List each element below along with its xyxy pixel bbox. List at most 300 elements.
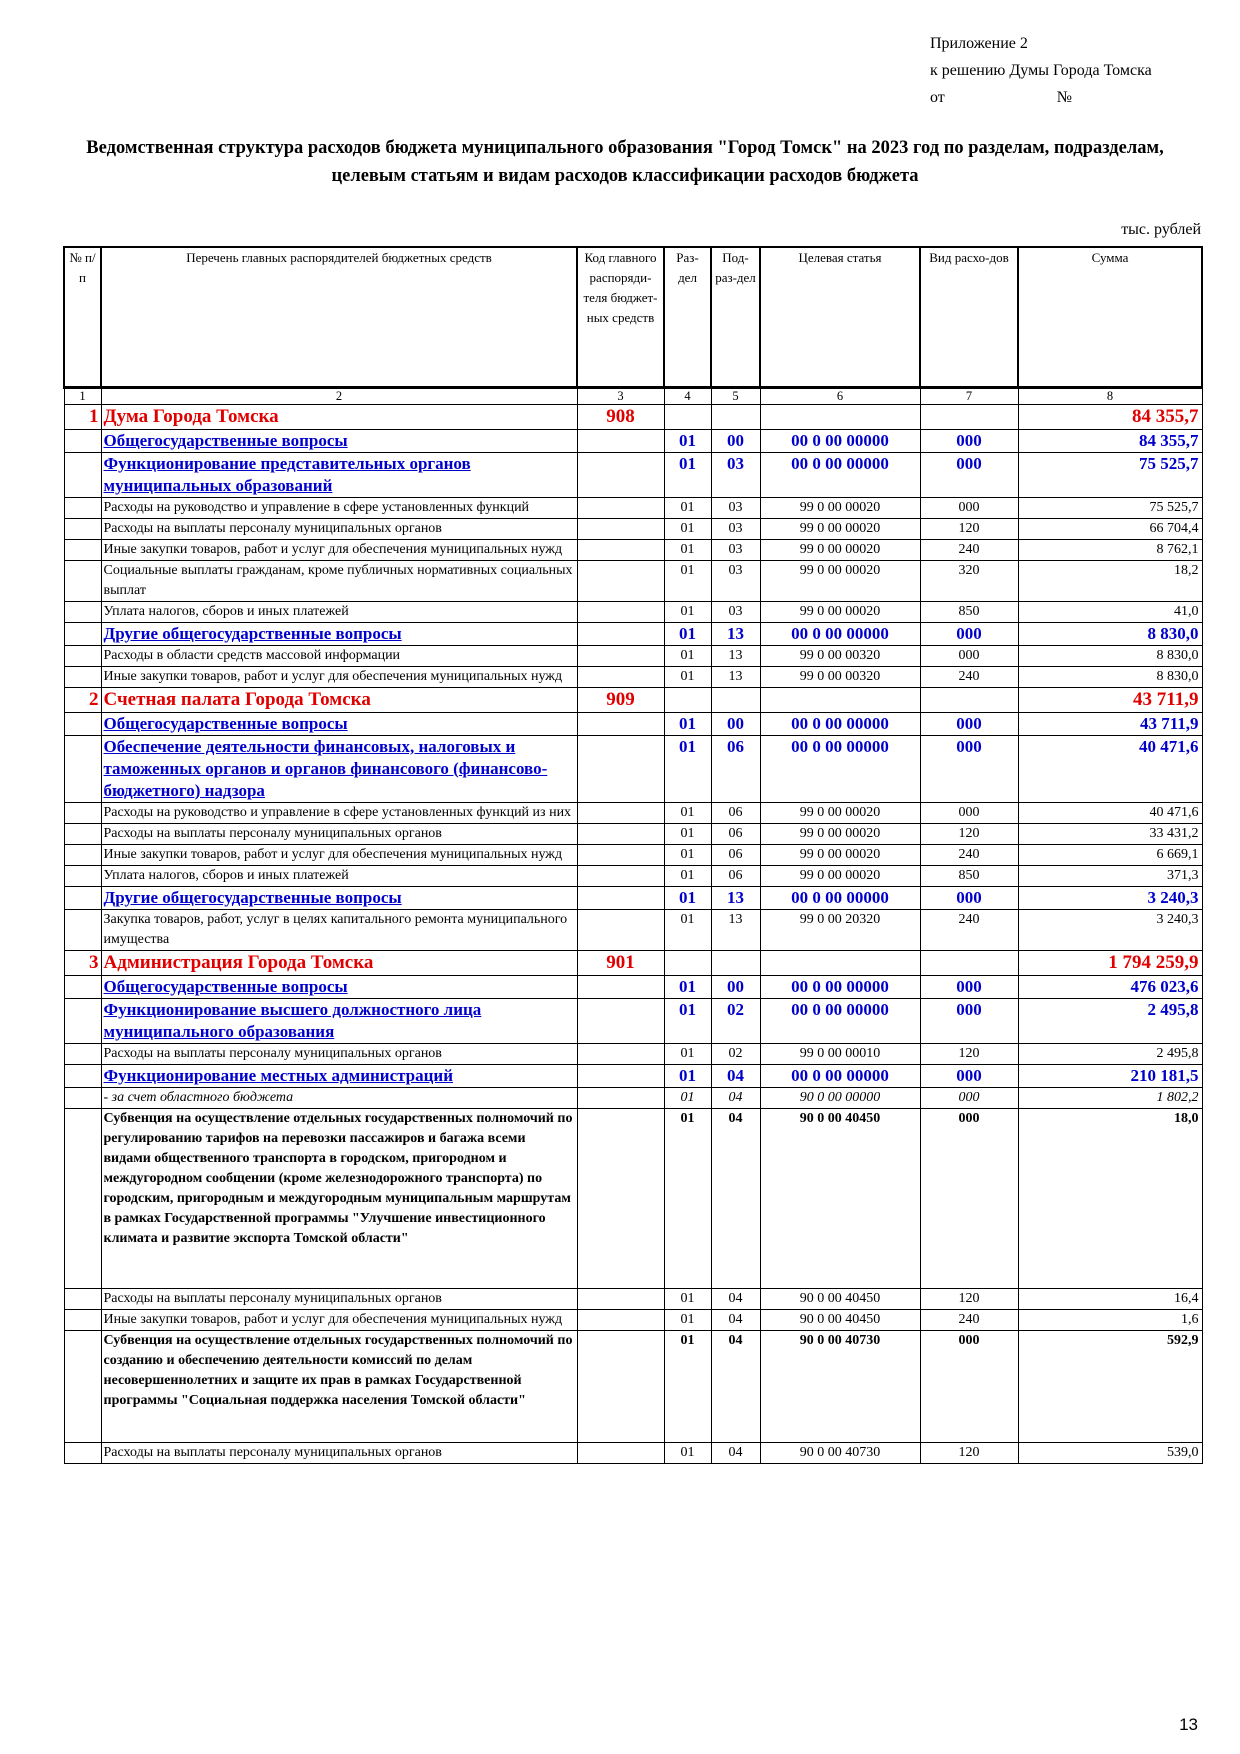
row-number-cell — [64, 497, 101, 518]
row-name-cell: Расходы на выплаты персоналу муниципальных органов — [101, 1288, 577, 1309]
row-section-cell: 01 — [664, 539, 711, 560]
row-section-cell: 01 — [664, 601, 711, 622]
section-row — [64, 429, 1202, 452]
page-number: 13 — [1179, 1715, 1198, 1734]
row-code-cell — [577, 497, 664, 518]
row-section-cell: 01 — [664, 909, 711, 950]
row-number-cell — [64, 601, 101, 622]
department-row — [64, 404, 1202, 429]
row-type-cell: 240 — [920, 539, 1018, 560]
row-sum-cell: 66 704,4 — [1018, 518, 1202, 539]
col-num-3: 3 — [577, 387, 664, 404]
row-subsection-cell: 04 — [711, 1309, 760, 1330]
row-target-cell: 99 0 00 00320 — [760, 666, 920, 687]
row-name-cell: Уплата налогов, сборов и иных платежей — [101, 865, 577, 886]
row-sum-cell: 539,0 — [1018, 1442, 1202, 1463]
row-sum-cell: 40 471,6 — [1018, 802, 1202, 823]
row-type-cell: 000 — [920, 735, 1018, 802]
section-row — [64, 1064, 1202, 1087]
row-number-cell — [64, 802, 101, 823]
row-section-cell: 01 — [664, 497, 711, 518]
row-sum-cell: 8 830,0 — [1018, 645, 1202, 666]
table-row — [64, 601, 1202, 622]
row-subsection-cell: 03 — [711, 518, 760, 539]
row-name-cell — [101, 622, 577, 645]
row-type-cell: 000 — [920, 1087, 1018, 1108]
row-code-cell — [577, 909, 664, 950]
row-number-cell — [64, 539, 101, 560]
document-title: Ведомственная структура расходов бюджета муниципального образования "Город Томск" на 2023 год по разделам, подразделам, целевым статьям и видам расходов классификации расходов бюджета — [86, 138, 1164, 186]
row-sum-cell: 84 355,7 — [1018, 404, 1202, 429]
table-row — [64, 1288, 1202, 1309]
row-number-cell — [64, 975, 101, 998]
row-name-cell: Расходы в области средств массовой информации — [101, 645, 577, 666]
appendix-line-1: Приложение 2 — [930, 35, 1028, 52]
row-section-cell — [664, 687, 711, 712]
row-code-cell: 901 — [577, 950, 664, 975]
row-section-cell: 01 — [664, 975, 711, 998]
row-name-cell: Расходы на выплаты персоналу муниципальных органов — [101, 518, 577, 539]
row-section-cell: 01 — [664, 622, 711, 645]
row-code-cell — [577, 452, 664, 497]
section-row — [64, 886, 1202, 909]
row-target-cell — [760, 950, 920, 975]
department-row — [64, 950, 1202, 975]
units-label: тыс. рублей — [1121, 221, 1201, 238]
row-name-cell: Уплата налогов, сборов и иных платежей — [101, 601, 577, 622]
row-number-cell — [64, 429, 101, 452]
row-name-cell — [101, 712, 577, 735]
row-sum-cell: 43 711,9 — [1018, 687, 1202, 712]
row-number-cell — [64, 909, 101, 950]
row-name-cell: Иные закупки товаров, работ и услуг для обеспечения муниципальных нужд — [101, 844, 577, 865]
row-section-cell: 01 — [664, 518, 711, 539]
row-subsection-cell: 13 — [711, 666, 760, 687]
col-num-2: 2 — [101, 387, 577, 404]
row-target-cell: 90 0 00 00000 — [760, 1087, 920, 1108]
row-code-cell — [577, 712, 664, 735]
table-row — [64, 823, 1202, 844]
row-name-cell — [101, 429, 577, 452]
header-target: Целевая статья — [760, 247, 920, 387]
row-subsection-cell: 04 — [711, 1330, 760, 1442]
row-subsection-cell: 03 — [711, 560, 760, 601]
row-subsection-cell — [711, 687, 760, 712]
row-number-cell — [64, 560, 101, 601]
row-section-cell: 01 — [664, 1442, 711, 1463]
col-num-4: 4 — [664, 387, 711, 404]
section-title: Общегосударственные вопросы — [103, 713, 348, 733]
row-sum-cell: 6 669,1 — [1018, 844, 1202, 865]
row-sum-cell: 8 762,1 — [1018, 539, 1202, 560]
row-section-cell: 01 — [664, 886, 711, 909]
row-type-cell: 000 — [920, 645, 1018, 666]
row-subsection-cell: 02 — [711, 998, 760, 1043]
row-subsection-cell — [711, 404, 760, 429]
row-code-cell — [577, 1108, 664, 1288]
header-sum: Сумма — [1018, 247, 1202, 387]
row-target-cell: 90 0 00 40450 — [760, 1108, 920, 1288]
table-row — [64, 497, 1202, 518]
row-sum-cell: 33 431,2 — [1018, 823, 1202, 844]
section-title: Функционирование представительных органов муниципальных образований — [103, 453, 471, 495]
row-number-cell — [64, 1442, 101, 1463]
row-name-cell: Расходы на выплаты персоналу муниципальных органов — [101, 1043, 577, 1064]
row-code-cell — [577, 560, 664, 601]
row-subsection-cell: 13 — [711, 886, 760, 909]
row-target-cell: 00 0 00 00000 — [760, 622, 920, 645]
row-code-cell — [577, 1043, 664, 1064]
row-sum-cell: 41,0 — [1018, 601, 1202, 622]
row-target-cell: 99 0 00 00020 — [760, 844, 920, 865]
row-section-cell: 01 — [664, 823, 711, 844]
table-row — [64, 560, 1202, 601]
appendix-number: № — [1056, 89, 1073, 106]
row-target-cell: 00 0 00 00000 — [760, 712, 920, 735]
row-code-cell — [577, 1288, 664, 1309]
row-type-cell: 000 — [920, 802, 1018, 823]
section-row — [64, 998, 1202, 1043]
row-number-cell — [64, 518, 101, 539]
row-subsection-cell: 06 — [711, 802, 760, 823]
row-subsection-cell: 03 — [711, 497, 760, 518]
header-subsection: Под-раз-дел — [711, 247, 760, 387]
budget-table — [63, 246, 1203, 1464]
row-number-cell — [64, 998, 101, 1043]
row-number-cell — [64, 823, 101, 844]
table-row — [64, 666, 1202, 687]
header-name: Перечень главных распорядителей бюджетных средств — [101, 247, 577, 387]
row-subsection-cell: 04 — [711, 1442, 760, 1463]
row-type-cell: 850 — [920, 601, 1018, 622]
row-sum-cell: 8 830,0 — [1018, 622, 1202, 645]
row-section-cell: 01 — [664, 560, 711, 601]
row-name-cell — [101, 998, 577, 1043]
row-code-cell — [577, 823, 664, 844]
row-section-cell: 01 — [664, 844, 711, 865]
row-name-cell — [101, 452, 577, 497]
row-type-cell: 000 — [920, 622, 1018, 645]
row-code-cell — [577, 1087, 664, 1108]
row-number-cell — [64, 886, 101, 909]
row-code-cell — [577, 622, 664, 645]
section-title: Другие общегосударственные вопросы — [103, 887, 402, 907]
row-number-cell: 3 — [64, 950, 101, 975]
row-sum-cell: 1 794 259,9 — [1018, 950, 1202, 975]
row-sum-cell: 75 525,7 — [1018, 452, 1202, 497]
row-sum-cell: 16,4 — [1018, 1288, 1202, 1309]
row-section-cell: 01 — [664, 645, 711, 666]
row-name-cell — [101, 886, 577, 909]
row-sum-cell: 1,6 — [1018, 1309, 1202, 1330]
row-subsection-cell: 06 — [711, 823, 760, 844]
table-row — [64, 1330, 1202, 1442]
row-section-cell: 01 — [664, 1043, 711, 1064]
row-code-cell — [577, 645, 664, 666]
row-number-cell — [64, 1043, 101, 1064]
row-code-cell — [577, 429, 664, 452]
row-name-cell: Счетная палата Города Томска — [101, 687, 577, 712]
row-type-cell — [920, 950, 1018, 975]
row-type-cell: 120 — [920, 1043, 1018, 1064]
row-type-cell: 120 — [920, 518, 1018, 539]
row-type-cell: 000 — [920, 886, 1018, 909]
row-subsection-cell: 03 — [711, 539, 760, 560]
row-name-cell: Иные закупки товаров, работ и услуг для обеспечения муниципальных нужд — [101, 539, 577, 560]
row-target-cell: 00 0 00 00000 — [760, 998, 920, 1043]
row-type-cell: 320 — [920, 560, 1018, 601]
row-code-cell: 909 — [577, 687, 664, 712]
appendix-line-2: к решению Думы Города Томска — [930, 62, 1152, 79]
row-number-cell — [64, 1087, 101, 1108]
row-target-cell: 99 0 00 00020 — [760, 497, 920, 518]
row-code-cell — [577, 518, 664, 539]
row-sum-cell: 3 240,3 — [1018, 909, 1202, 950]
row-subsection-cell: 06 — [711, 865, 760, 886]
header-code: Код главного распоряди-теля бюджет-ных средств — [577, 247, 664, 387]
row-sum-cell: 40 471,6 — [1018, 735, 1202, 802]
row-type-cell: 120 — [920, 1288, 1018, 1309]
row-number-cell — [64, 1330, 101, 1442]
table-row — [64, 1442, 1202, 1463]
row-sum-cell: 84 355,7 — [1018, 429, 1202, 452]
row-code-cell — [577, 601, 664, 622]
col-num-1: 1 — [64, 387, 101, 404]
row-type-cell: 240 — [920, 844, 1018, 865]
row-target-cell: 99 0 00 00020 — [760, 601, 920, 622]
row-number-cell — [64, 844, 101, 865]
row-code-cell — [577, 735, 664, 802]
row-sum-cell: 371,3 — [1018, 865, 1202, 886]
row-subsection-cell: 00 — [711, 712, 760, 735]
row-code-cell — [577, 975, 664, 998]
table-row — [64, 844, 1202, 865]
section-title: Функционирование местных администраций — [103, 1065, 454, 1085]
row-section-cell: 01 — [664, 1309, 711, 1330]
row-number-cell — [64, 666, 101, 687]
row-code-cell: 908 — [577, 404, 664, 429]
row-number-cell — [64, 1309, 101, 1330]
row-sum-cell: 2 495,8 — [1018, 998, 1202, 1043]
row-name-cell: Иные закупки товаров, работ и услуг для обеспечения муниципальных нужд — [101, 1309, 577, 1330]
row-subsection-cell: 06 — [711, 735, 760, 802]
row-sum-cell: 8 830,0 — [1018, 666, 1202, 687]
row-code-cell — [577, 865, 664, 886]
row-code-cell — [577, 539, 664, 560]
row-section-cell: 01 — [664, 1288, 711, 1309]
row-type-cell: 240 — [920, 666, 1018, 687]
row-section-cell: 01 — [664, 452, 711, 497]
row-type-cell: 850 — [920, 865, 1018, 886]
col-num-7: 7 — [920, 387, 1018, 404]
row-target-cell: 99 0 00 00020 — [760, 823, 920, 844]
appendix-from: от — [930, 89, 945, 106]
row-target-cell: 99 0 00 00010 — [760, 1043, 920, 1064]
row-number-cell — [64, 865, 101, 886]
row-code-cell — [577, 998, 664, 1043]
row-number-cell — [64, 1064, 101, 1087]
section-row — [64, 735, 1202, 802]
table-row — [64, 539, 1202, 560]
row-sum-cell: 3 240,3 — [1018, 886, 1202, 909]
row-subsection-cell: 04 — [711, 1087, 760, 1108]
row-name-cell: Дума Города Томска — [101, 404, 577, 429]
row-subsection-cell: 13 — [711, 645, 760, 666]
section-title: Функционирование высшего должностного лица муниципального образования — [103, 999, 482, 1041]
row-subsection-cell: 00 — [711, 975, 760, 998]
row-target-cell: 99 0 00 00020 — [760, 560, 920, 601]
row-name-cell — [101, 1064, 577, 1087]
row-type-cell: 000 — [920, 452, 1018, 497]
row-sum-cell: 18,0 — [1018, 1108, 1202, 1288]
row-target-cell: 99 0 00 00020 — [760, 802, 920, 823]
table-row — [64, 909, 1202, 950]
row-type-cell: 120 — [920, 1442, 1018, 1463]
row-target-cell: 99 0 00 20320 — [760, 909, 920, 950]
row-number-cell: 2 — [64, 687, 101, 712]
row-sum-cell: 476 023,6 — [1018, 975, 1202, 998]
section-title: Обеспечение деятельности финансовых, налоговых и таможенных органов и органов финансового (финансово-бюджетного) надзора — [103, 736, 548, 800]
row-subsection-cell: 13 — [711, 909, 760, 950]
row-name-cell: Расходы на выплаты персоналу муниципальных органов — [101, 1442, 577, 1463]
row-type-cell — [920, 687, 1018, 712]
column-numbers-row — [64, 387, 1202, 404]
row-target-cell: 99 0 00 00320 — [760, 645, 920, 666]
appendix-line-3 — [930, 84, 1152, 111]
table-row — [64, 1043, 1202, 1064]
row-subsection-cell: 04 — [711, 1064, 760, 1087]
row-subsection-cell: 04 — [711, 1108, 760, 1288]
row-target-cell: 99 0 00 00020 — [760, 518, 920, 539]
table-row — [64, 1108, 1202, 1288]
row-sum-cell: 210 181,5 — [1018, 1064, 1202, 1087]
row-name-cell: Иные закупки товаров, работ и услуг для обеспечения муниципальных нужд — [101, 666, 577, 687]
row-target-cell — [760, 404, 920, 429]
row-name-cell: Расходы на руководство и управление в сфере установленных функций — [101, 497, 577, 518]
row-sum-cell: 2 495,8 — [1018, 1043, 1202, 1064]
row-name-cell: Закупка товаров, работ, услуг в целях капитального ремонта муниципального имущества — [101, 909, 577, 950]
row-target-cell: 99 0 00 00020 — [760, 865, 920, 886]
row-name-cell — [101, 735, 577, 802]
row-type-cell: 000 — [920, 975, 1018, 998]
header-type: Вид расхо-дов — [920, 247, 1018, 387]
section-title: Другие общегосударственные вопросы — [103, 623, 402, 643]
row-section-cell: 01 — [664, 865, 711, 886]
row-code-cell — [577, 844, 664, 865]
section-title: Общегосударственные вопросы — [103, 976, 348, 996]
row-code-cell — [577, 1442, 664, 1463]
table-row — [64, 645, 1202, 666]
row-target-cell — [760, 687, 920, 712]
table-header-row — [64, 247, 1202, 387]
row-sum-cell: 75 525,7 — [1018, 497, 1202, 518]
row-type-cell — [920, 404, 1018, 429]
table-row — [64, 1309, 1202, 1330]
row-code-cell — [577, 1330, 664, 1442]
row-subsection-cell: 03 — [711, 601, 760, 622]
table-row — [64, 865, 1202, 886]
row-section-cell — [664, 404, 711, 429]
row-target-cell: 90 0 00 40450 — [760, 1309, 920, 1330]
section-row — [64, 712, 1202, 735]
row-number-cell — [64, 712, 101, 735]
row-section-cell: 01 — [664, 429, 711, 452]
row-code-cell — [577, 666, 664, 687]
row-number-cell: 1 — [64, 404, 101, 429]
row-target-cell: 00 0 00 00000 — [760, 735, 920, 802]
section-row — [64, 622, 1202, 645]
row-section-cell: 01 — [664, 712, 711, 735]
row-target-cell: 00 0 00 00000 — [760, 452, 920, 497]
table-row — [64, 518, 1202, 539]
row-name-cell: Социальные выплаты гражданам, кроме публичных нормативных социальных выплат — [101, 560, 577, 601]
row-name-cell: Расходы на руководство и управление в сфере установленных функций из них — [101, 802, 577, 823]
row-name-cell — [101, 975, 577, 998]
row-section-cell: 01 — [664, 1087, 711, 1108]
row-code-cell — [577, 802, 664, 823]
row-name-cell: Субвенция на осуществление отдельных государственных полномочий по созданию и обеспечению деятельности комиссий по делам несовершеннолетних и защите их прав в рамках Государственной программы "Социальная поддержка населения Томской области" — [101, 1330, 577, 1442]
row-number-cell — [64, 735, 101, 802]
row-type-cell: 000 — [920, 1330, 1018, 1442]
row-target-cell: 90 0 00 40450 — [760, 1288, 920, 1309]
row-section-cell: 01 — [664, 1108, 711, 1288]
row-type-cell: 000 — [920, 497, 1018, 518]
row-section-cell: 01 — [664, 802, 711, 823]
row-subsection-cell: 04 — [711, 1288, 760, 1309]
row-type-cell: 000 — [920, 998, 1018, 1043]
row-section-cell: 01 — [664, 666, 711, 687]
row-target-cell: 90 0 00 40730 — [760, 1442, 920, 1463]
row-name-cell: - за счет областного бюджета — [101, 1087, 577, 1108]
row-type-cell: 000 — [920, 712, 1018, 735]
section-row — [64, 975, 1202, 998]
row-section-cell: 01 — [664, 735, 711, 802]
row-name-cell: Расходы на выплаты персоналу муниципальных органов — [101, 823, 577, 844]
row-type-cell: 000 — [920, 429, 1018, 452]
row-target-cell: 99 0 00 00020 — [760, 539, 920, 560]
row-section-cell: 01 — [664, 1064, 711, 1087]
row-name-cell: Субвенция на осуществление отдельных государственных полномочий по регулированию тарифов на перевозки пассажиров и багажа всеми видами общественного транспорта в городском, пригородном и междугородном сообщении (кроме железнодорожного транспорта) по городским, пригородным и междугородным муниципальным маршрутам в рамках Государственной программы "Улучшение инвестиционного климата и развитие экспорта Томской области" — [101, 1108, 577, 1288]
col-num-6: 6 — [760, 387, 920, 404]
row-sum-cell: 592,9 — [1018, 1330, 1202, 1442]
col-num-5: 5 — [711, 387, 760, 404]
row-sum-cell: 18,2 — [1018, 560, 1202, 601]
section-row — [64, 452, 1202, 497]
header-no: № п/п — [64, 247, 101, 387]
row-target-cell: 00 0 00 00000 — [760, 975, 920, 998]
header-section: Раз-дел — [664, 247, 711, 387]
row-number-cell — [64, 622, 101, 645]
row-sum-cell: 1 802,2 — [1018, 1087, 1202, 1108]
department-row — [64, 687, 1202, 712]
row-section-cell: 01 — [664, 998, 711, 1043]
row-type-cell: 240 — [920, 909, 1018, 950]
row-section-cell — [664, 950, 711, 975]
row-number-cell — [64, 1108, 101, 1288]
row-type-cell: 000 — [920, 1108, 1018, 1288]
section-title: Общегосударственные вопросы — [103, 430, 348, 450]
row-type-cell: 000 — [920, 1064, 1018, 1087]
row-code-cell — [577, 886, 664, 909]
row-target-cell: 00 0 00 00000 — [760, 1064, 920, 1087]
row-subsection-cell: 06 — [711, 844, 760, 865]
row-subsection-cell: 00 — [711, 429, 760, 452]
row-code-cell — [577, 1309, 664, 1330]
row-subsection-cell: 03 — [711, 452, 760, 497]
row-target-cell: 00 0 00 00000 — [760, 429, 920, 452]
row-type-cell: 120 — [920, 823, 1018, 844]
row-name-cell: Администрация Города Томска — [101, 950, 577, 975]
